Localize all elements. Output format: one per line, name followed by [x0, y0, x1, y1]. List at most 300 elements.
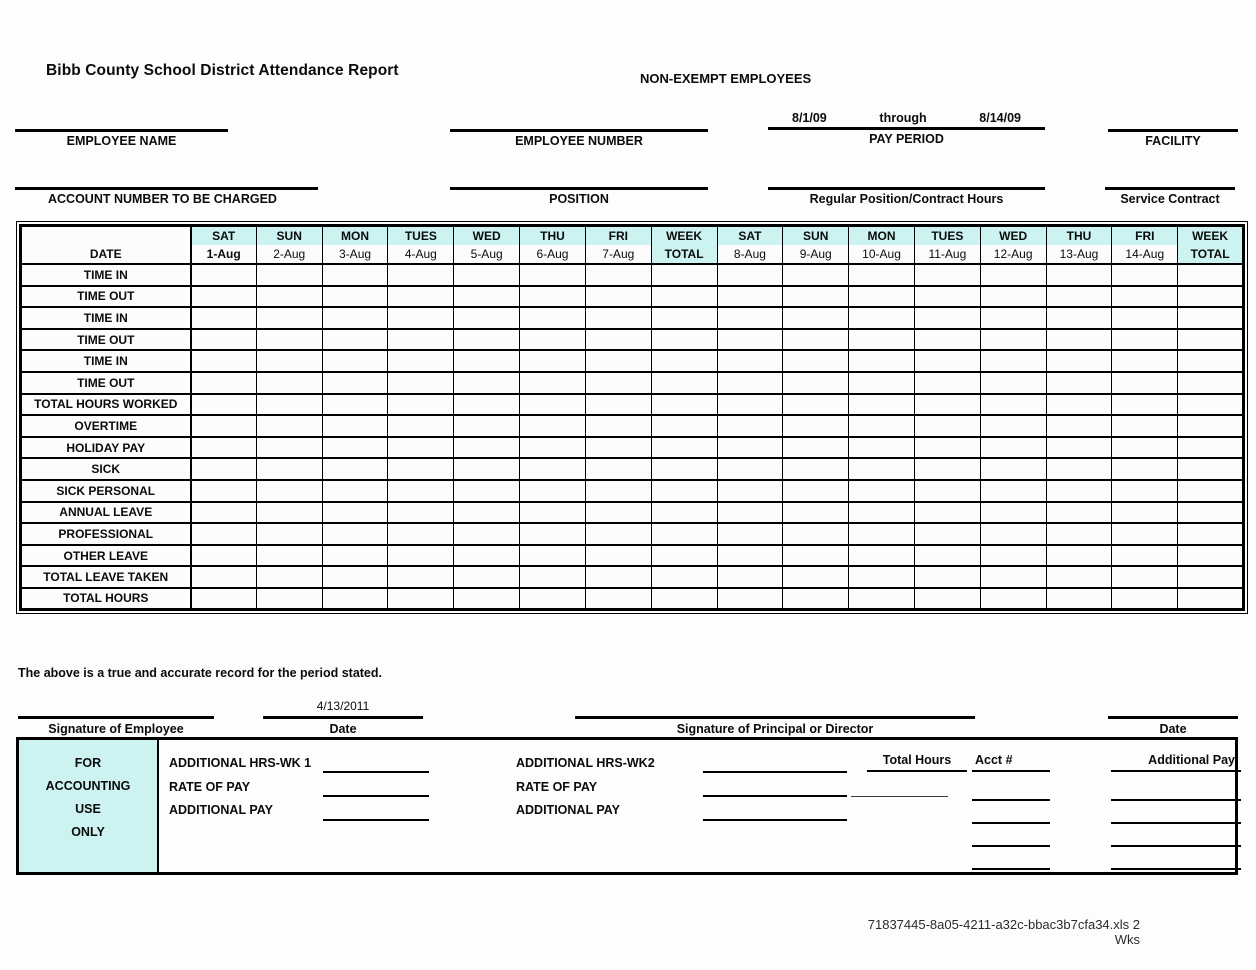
row-label: TIME OUT	[21, 329, 191, 351]
total-hours-blank[interactable]	[851, 796, 948, 797]
additional-hrs-wk2-label: ADDITIONAL HRS-WK2	[516, 756, 655, 770]
timesheet-cell[interactable]	[1046, 286, 1112, 308]
timesheet-cell[interactable]	[322, 350, 388, 372]
principal-signature-field	[575, 716, 975, 736]
total-cell	[651, 523, 717, 545]
timesheet-cell[interactable]	[454, 350, 520, 372]
timesheet-cell[interactable]	[256, 350, 322, 372]
acct-number-header: Acct #	[972, 753, 1050, 772]
row-label: TIME OUT	[21, 286, 191, 308]
total-cell	[322, 588, 388, 610]
timesheet-cell[interactable]	[585, 502, 651, 524]
timesheet-cell[interactable]	[849, 372, 915, 394]
timesheet-cell[interactable]	[1112, 523, 1178, 545]
timesheet-cell[interactable]	[322, 523, 388, 545]
timesheet-cell[interactable]	[783, 286, 849, 308]
timesheet-cell[interactable]	[1046, 437, 1112, 459]
timesheet-row	[21, 372, 1244, 394]
timesheet-cell[interactable]	[520, 545, 586, 567]
blocked-total-cell	[651, 329, 717, 351]
timesheet-cell[interactable]	[1046, 523, 1112, 545]
timesheet-cell[interactable]	[585, 264, 651, 286]
blocked-total-cell	[651, 264, 717, 286]
additional-hrs-wk1-label: ADDITIONAL HRS-WK 1	[169, 756, 312, 770]
timesheet-cell[interactable]	[454, 286, 520, 308]
timesheet-cell[interactable]	[914, 350, 980, 372]
timesheet-cell[interactable]	[1112, 437, 1178, 459]
rate-of-pay-wk1-blank[interactable]	[323, 795, 429, 797]
timesheet-cell[interactable]	[1046, 458, 1112, 480]
facility-field	[1108, 129, 1238, 148]
accounting-use-only-label	[19, 740, 159, 872]
timesheet-cell[interactable]	[256, 545, 322, 567]
principal-date-field	[1108, 716, 1238, 736]
timesheet-cell[interactable]	[849, 264, 915, 286]
timesheet-cell[interactable]	[454, 264, 520, 286]
timesheet-cell[interactable]	[914, 329, 980, 351]
accounting-word-use: USE	[75, 802, 101, 816]
timesheet-cell[interactable]	[388, 458, 454, 480]
timesheet-cell[interactable]	[520, 264, 586, 286]
timesheet-cell[interactable]	[1112, 545, 1178, 567]
timesheet-cell[interactable]	[191, 545, 257, 567]
timesheet-row	[21, 264, 1244, 286]
timesheet-cell[interactable]	[322, 286, 388, 308]
additional-pay-blank-3[interactable]	[1111, 845, 1241, 847]
additional-hrs-wk1-blank[interactable]	[323, 771, 429, 773]
facility-caption: FACILITY	[1145, 134, 1201, 148]
employee-name-field	[15, 129, 228, 148]
blocked-cell	[1046, 415, 1112, 437]
timesheet-cell[interactable]	[1046, 545, 1112, 567]
additional-pay-blank-1[interactable]	[1111, 799, 1241, 801]
timesheet-cell[interactable]	[191, 286, 257, 308]
timesheet-cell[interactable]	[717, 523, 783, 545]
timesheet-cell[interactable]	[520, 350, 586, 372]
rate-of-pay-wk2-blank[interactable]	[703, 795, 847, 797]
total-cell	[256, 394, 322, 416]
timesheet-cell[interactable]	[191, 480, 257, 502]
pay-period-values	[768, 111, 1045, 127]
total-cell	[585, 588, 651, 610]
additional-pay-wk1-blank[interactable]	[323, 819, 429, 821]
timesheet-cell[interactable]	[585, 480, 651, 502]
timesheet-cell[interactable]	[1112, 480, 1178, 502]
total-cell	[256, 588, 322, 610]
row-label: OVERTIME	[21, 415, 191, 437]
row-label: OTHER LEAVE	[21, 545, 191, 567]
timesheet-cell[interactable]	[322, 264, 388, 286]
day-column-header: SAT 8-Aug	[717, 226, 783, 265]
total-cell	[388, 394, 454, 416]
timesheet-cell[interactable]	[980, 523, 1046, 545]
row-label: TOTAL HOURS WORKED	[21, 394, 191, 416]
total-cell	[1046, 394, 1112, 416]
total-cell	[1178, 588, 1244, 610]
timesheet-cell[interactable]	[849, 458, 915, 480]
timesheet-cell[interactable]	[914, 545, 980, 567]
timesheet-cell[interactable]	[980, 372, 1046, 394]
timesheet-cell[interactable]	[914, 458, 980, 480]
accounting-word-for: FOR	[74, 756, 102, 770]
total-cell	[1178, 480, 1244, 502]
timesheet-cell[interactable]	[256, 372, 322, 394]
timesheet-cell[interactable]	[322, 307, 388, 329]
timesheet-cell[interactable]	[1046, 502, 1112, 524]
timesheet-cell[interactable]	[1112, 350, 1178, 372]
timesheet-cell[interactable]	[914, 307, 980, 329]
timesheet-cell[interactable]	[520, 523, 586, 545]
timesheet-cell[interactable]	[388, 372, 454, 394]
total-cell	[651, 437, 717, 459]
timesheet-cell[interactable]	[717, 264, 783, 286]
total-cell	[914, 566, 980, 588]
timesheet-cell[interactable]	[322, 372, 388, 394]
timesheet-cell[interactable]	[914, 286, 980, 308]
page-title: Bibb County School District Attendance Report	[46, 62, 399, 79]
total-cell	[1178, 458, 1244, 480]
timesheet-cell[interactable]	[585, 437, 651, 459]
timesheet-grid-wrapper	[16, 221, 1248, 614]
timesheet-cell[interactable]	[1112, 307, 1178, 329]
timesheet-cell[interactable]	[783, 329, 849, 351]
timesheet-cell[interactable]	[1046, 264, 1112, 286]
timesheet-row	[21, 350, 1244, 372]
timesheet-row	[21, 523, 1244, 545]
timesheet-cell[interactable]	[849, 437, 915, 459]
day-column-header: WED 5-Aug	[454, 226, 520, 265]
timesheet-cell[interactable]	[520, 372, 586, 394]
additional-pay-blank-2[interactable]	[1111, 822, 1241, 824]
timesheet-cell[interactable]	[256, 264, 322, 286]
timesheet-cell[interactable]	[849, 523, 915, 545]
timesheet-cell[interactable]	[980, 480, 1046, 502]
timesheet-cell[interactable]	[256, 523, 322, 545]
timesheet-cell[interactable]	[1112, 502, 1178, 524]
total-cell	[322, 566, 388, 588]
pay-period-caption: PAY PERIOD	[869, 132, 944, 146]
timesheet-cell[interactable]	[256, 458, 322, 480]
timesheet-row	[21, 458, 1244, 480]
timesheet-cell[interactable]	[388, 264, 454, 286]
timesheet-cell[interactable]	[454, 523, 520, 545]
timesheet-cell[interactable]	[914, 264, 980, 286]
timesheet-cell[interactable]	[717, 350, 783, 372]
timesheet-cell[interactable]	[980, 264, 1046, 286]
timesheet-cell[interactable]	[191, 437, 257, 459]
total-cell	[454, 394, 520, 416]
day-column-header: THU 6-Aug	[520, 226, 586, 265]
row-label: SICK	[21, 458, 191, 480]
timesheet-cell[interactable]	[256, 437, 322, 459]
employee-signature-field	[18, 716, 214, 736]
timesheet-cell[interactable]	[783, 307, 849, 329]
blocked-cell	[520, 415, 586, 437]
timesheet-cell[interactable]	[717, 329, 783, 351]
principal-signature-caption: Signature of Principal or Director	[676, 722, 874, 736]
timesheet-cell[interactable]	[980, 458, 1046, 480]
day-column-header: TUES 11-Aug	[914, 226, 980, 265]
timesheet-cell[interactable]	[980, 286, 1046, 308]
timesheet-cell[interactable]	[322, 329, 388, 351]
timesheet-cell[interactable]	[1046, 329, 1112, 351]
timesheet-cell[interactable]	[454, 545, 520, 567]
timesheet-cell[interactable]	[585, 329, 651, 351]
total-cell	[980, 566, 1046, 588]
timesheet-cell[interactable]	[191, 458, 257, 480]
timesheet-cell[interactable]	[520, 307, 586, 329]
timesheet-cell[interactable]	[1046, 372, 1112, 394]
timesheet-cell[interactable]	[585, 372, 651, 394]
timesheet-cell[interactable]	[783, 437, 849, 459]
timesheet-cell[interactable]	[717, 437, 783, 459]
total-cell	[651, 480, 717, 502]
regular-hours-field	[768, 187, 1045, 206]
timesheet-cell[interactable]	[388, 523, 454, 545]
timesheet-cell[interactable]	[454, 458, 520, 480]
row-label: TIME IN	[21, 264, 191, 286]
blocked-total-cell	[651, 372, 717, 394]
acct-number-blank-2[interactable]	[972, 822, 1050, 824]
timesheet-cell[interactable]	[717, 545, 783, 567]
additional-pay-wk1-label: ADDITIONAL PAY	[169, 803, 273, 817]
timesheet-cell[interactable]	[783, 264, 849, 286]
total-cell	[651, 545, 717, 567]
row-label: TOTAL LEAVE TAKEN	[21, 566, 191, 588]
total-cell	[717, 394, 783, 416]
timesheet-cell[interactable]	[1046, 350, 1112, 372]
timesheet-cell[interactable]	[1046, 480, 1112, 502]
timesheet-cell[interactable]	[256, 329, 322, 351]
pay-period-end-date[interactable]: 8/14/09	[979, 111, 1021, 125]
day-column-header: WED 12-Aug	[980, 226, 1046, 265]
timesheet-cell[interactable]	[520, 286, 586, 308]
acct-number-blank-1[interactable]	[972, 799, 1050, 801]
timesheet-cell[interactable]	[849, 545, 915, 567]
additional-hrs-wk2-blank[interactable]	[703, 771, 847, 773]
timesheet-cell[interactable]	[783, 545, 849, 567]
total-cell	[914, 588, 980, 610]
timesheet-cell[interactable]	[783, 458, 849, 480]
blocked-cell	[1112, 415, 1178, 437]
timesheet-cell[interactable]	[256, 502, 322, 524]
timesheet-cell[interactable]	[717, 458, 783, 480]
acct-number-blank-4[interactable]	[972, 868, 1050, 870]
timesheet-cell[interactable]	[914, 480, 980, 502]
principal-date-caption: Date	[1159, 722, 1187, 736]
total-cell	[849, 588, 915, 610]
timesheet-cell[interactable]	[191, 307, 257, 329]
employee-date-caption: Date	[329, 722, 357, 736]
timesheet-cell[interactable]	[388, 307, 454, 329]
timesheet-cell[interactable]	[585, 286, 651, 308]
timesheet-row	[21, 415, 1244, 437]
timesheet-row	[21, 480, 1244, 502]
total-cell	[1046, 588, 1112, 610]
timesheet-cell[interactable]	[717, 502, 783, 524]
timesheet-cell[interactable]	[1112, 372, 1178, 394]
blocked-cell	[585, 415, 651, 437]
position-caption: POSITION	[549, 192, 609, 206]
timesheet-cell[interactable]	[520, 480, 586, 502]
timesheet-cell[interactable]	[783, 372, 849, 394]
total-cell	[1112, 588, 1178, 610]
timesheet-cell[interactable]	[191, 523, 257, 545]
employee-number-field	[450, 129, 708, 148]
blocked-cell	[914, 415, 980, 437]
employee-date-field	[263, 699, 423, 736]
total-cell	[783, 566, 849, 588]
total-cell	[651, 394, 717, 416]
timesheet-cell[interactable]	[783, 480, 849, 502]
timesheet-cell[interactable]	[980, 502, 1046, 524]
timesheet-cell[interactable]	[717, 307, 783, 329]
additional-pay-blank-4[interactable]	[1111, 868, 1241, 870]
timesheet-cell[interactable]	[1112, 458, 1178, 480]
timesheet-cell[interactable]	[520, 329, 586, 351]
timesheet-cell[interactable]	[388, 329, 454, 351]
timesheet-cell[interactable]	[849, 350, 915, 372]
total-cell	[520, 588, 586, 610]
timesheet-row	[21, 588, 1244, 610]
timesheet-cell[interactable]	[717, 480, 783, 502]
timesheet-cell[interactable]	[849, 480, 915, 502]
timesheet-cell[interactable]	[1112, 329, 1178, 351]
total-cell	[651, 502, 717, 524]
total-cell	[783, 588, 849, 610]
timesheet-cell[interactable]	[256, 286, 322, 308]
total-cell	[1112, 394, 1178, 416]
timesheet-cell[interactable]	[520, 502, 586, 524]
day-column-header: MON 3-Aug	[322, 226, 388, 265]
timesheet-cell[interactable]	[454, 437, 520, 459]
timesheet-cell[interactable]	[783, 523, 849, 545]
timesheet-cell[interactable]	[454, 307, 520, 329]
employee-date-value[interactable]: 4/13/2011	[316, 699, 370, 713]
timesheet-cell[interactable]	[1046, 307, 1112, 329]
timesheet-cell[interactable]	[783, 350, 849, 372]
timesheet-cell[interactable]	[849, 307, 915, 329]
timesheet-cell[interactable]	[849, 502, 915, 524]
timesheet-cell[interactable]	[388, 350, 454, 372]
total-cell	[1046, 566, 1112, 588]
total-cell	[322, 394, 388, 416]
accounting-word-accounting: ACCOUNTING	[45, 779, 131, 793]
timesheet-cell[interactable]	[849, 286, 915, 308]
total-cell	[1178, 523, 1244, 545]
timesheet-cell[interactable]	[914, 437, 980, 459]
total-cell	[1178, 545, 1244, 567]
timesheet-cell[interactable]	[980, 437, 1046, 459]
timesheet-cell[interactable]	[388, 502, 454, 524]
timesheet-cell[interactable]	[256, 307, 322, 329]
timesheet-cell[interactable]	[1112, 286, 1178, 308]
rate-of-pay-wk1-label: RATE OF PAY	[169, 780, 251, 794]
timesheet-cell[interactable]	[191, 372, 257, 394]
timesheet-row	[21, 329, 1244, 351]
timesheet-cell[interactable]	[585, 545, 651, 567]
timesheet-cell[interactable]	[256, 480, 322, 502]
timesheet-cell[interactable]	[585, 350, 651, 372]
total-cell	[1178, 394, 1244, 416]
timesheet-cell[interactable]	[322, 437, 388, 459]
blocked-cell	[191, 415, 257, 437]
additional-pay-wk2-label: ADDITIONAL PAY	[516, 803, 620, 817]
timesheet-cell[interactable]	[520, 437, 586, 459]
timesheet-cell[interactable]	[454, 329, 520, 351]
total-cell	[914, 394, 980, 416]
timesheet-cell[interactable]	[454, 480, 520, 502]
timesheet-cell[interactable]	[322, 502, 388, 524]
timesheet-cell[interactable]	[454, 372, 520, 394]
service-contract-field	[1105, 187, 1235, 206]
total-cell	[454, 566, 520, 588]
timesheet-cell[interactable]	[322, 480, 388, 502]
timesheet-cell[interactable]	[585, 307, 651, 329]
total-cell	[585, 394, 651, 416]
timesheet-cell[interactable]	[717, 286, 783, 308]
timesheet-cell[interactable]	[388, 437, 454, 459]
timesheet-cell[interactable]	[914, 523, 980, 545]
timesheet-cell[interactable]	[980, 307, 1046, 329]
timesheet-cell[interactable]	[191, 502, 257, 524]
timesheet-row	[21, 545, 1244, 567]
rate-of-pay-wk2-label: RATE OF PAY	[516, 780, 598, 794]
timesheet-cell[interactable]	[322, 545, 388, 567]
timesheet-cell[interactable]	[191, 264, 257, 286]
row-label: ANNUAL LEAVE	[21, 502, 191, 524]
week-total-column-header: WEEK TOTAL	[1178, 226, 1244, 265]
timesheet-cell[interactable]	[980, 350, 1046, 372]
account-number-field	[15, 187, 318, 206]
day-column-header: SUN 9-Aug	[783, 226, 849, 265]
timesheet-cell[interactable]	[717, 372, 783, 394]
additional-pay-header: Additional Pay	[1111, 753, 1241, 772]
timesheet-cell[interactable]	[980, 545, 1046, 567]
blocked-cell	[783, 415, 849, 437]
timesheet-cell[interactable]	[520, 458, 586, 480]
pay-period-start-date[interactable]: 8/1/09	[792, 111, 827, 125]
timesheet-cell[interactable]	[585, 523, 651, 545]
acct-number-blank-3[interactable]	[972, 845, 1050, 847]
total-cell	[1178, 437, 1244, 459]
timesheet-cell[interactable]	[454, 502, 520, 524]
timesheet-cell[interactable]	[388, 545, 454, 567]
total-cell	[717, 588, 783, 610]
timesheet-cell[interactable]	[914, 502, 980, 524]
timesheet-cell[interactable]	[783, 502, 849, 524]
day-column-header: SUN 2-Aug	[256, 226, 322, 265]
timesheet-cell[interactable]	[388, 286, 454, 308]
timesheet-cell[interactable]	[191, 350, 257, 372]
timesheet-cell[interactable]	[849, 329, 915, 351]
timesheet-cell[interactable]	[191, 329, 257, 351]
timesheet-cell[interactable]	[980, 329, 1046, 351]
row-label: TIME IN	[21, 307, 191, 329]
account-number-caption: ACCOUNT NUMBER TO BE CHARGED	[48, 192, 277, 206]
timesheet-cell[interactable]	[322, 458, 388, 480]
timesheet-cell[interactable]	[388, 480, 454, 502]
week-total-column-header: WEEK TOTAL	[651, 226, 717, 265]
additional-pay-wk2-blank[interactable]	[703, 819, 847, 821]
total-cell	[717, 566, 783, 588]
timesheet-cell[interactable]	[1112, 264, 1178, 286]
timesheet-cell[interactable]	[914, 372, 980, 394]
blocked-total-cell	[1178, 307, 1244, 329]
timesheet-row	[21, 437, 1244, 459]
timesheet-cell[interactable]	[585, 458, 651, 480]
row-label: TIME OUT	[21, 372, 191, 394]
